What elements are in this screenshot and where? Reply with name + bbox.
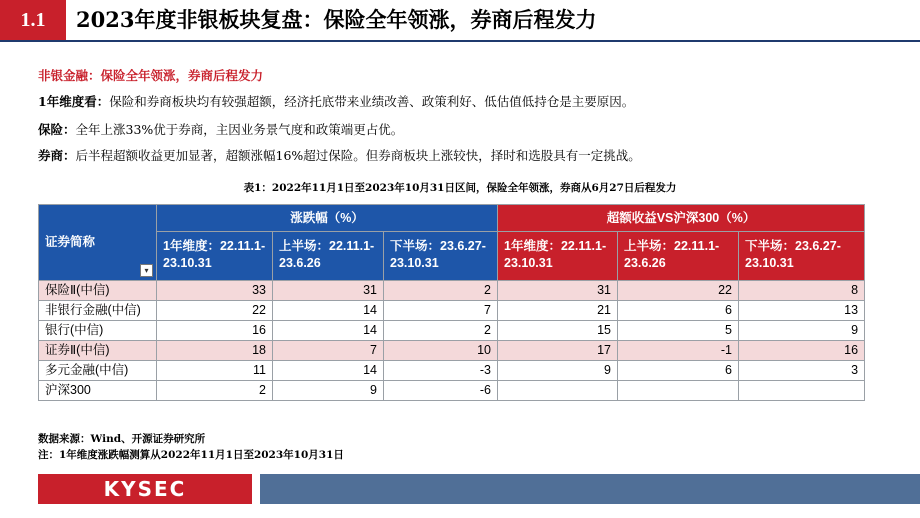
row-name: 多元金融(中信) xyxy=(39,361,157,381)
logo-text: KYSEC xyxy=(103,477,187,501)
cell-value: 9 xyxy=(739,321,865,341)
cell-value xyxy=(498,381,618,401)
column-header: 1年维度：22.11.1-23.10.31 xyxy=(157,232,273,281)
cell-value: 14 xyxy=(273,321,384,341)
paragraph-text: 保险和券商板块均有较强超额，经济托底带来业绩改善、政策利好、低估值低持仓是主要原因。 xyxy=(109,94,635,109)
cell-value: 14 xyxy=(273,361,384,381)
row-name: 非银行金融(中信) xyxy=(39,301,157,321)
slide-title: 2023年度非银板块复盘：保险全年领涨，券商后程发力 xyxy=(76,7,597,32)
cell-value: 33 xyxy=(157,281,273,301)
cell-value: 21 xyxy=(498,301,618,321)
cell-value: 2 xyxy=(157,381,273,401)
name-header-label: 证券简称 xyxy=(45,235,96,249)
cell-value: 10 xyxy=(384,341,498,361)
cell-value: 31 xyxy=(498,281,618,301)
column-header: 上半场：22.11.1-23.6.26 xyxy=(273,232,384,281)
return-group-header: 涨跌幅（%） xyxy=(157,205,498,232)
table-row xyxy=(39,361,865,381)
excess-group-header: 超额收益VS沪深300（%） xyxy=(498,205,865,232)
data-source-note: 数据来源：Wind、开源证券研究所 xyxy=(38,433,206,445)
row-name: 证券Ⅱ(中信) xyxy=(39,341,157,361)
cell-value: 31 xyxy=(273,281,384,301)
row-name: 保险Ⅱ(中信) xyxy=(39,281,157,301)
header-divider xyxy=(0,40,920,42)
cell-value: 16 xyxy=(739,341,865,361)
cell-value xyxy=(739,381,865,401)
row-name: 沪深300 xyxy=(39,381,157,401)
footer-bar xyxy=(260,474,920,504)
cell-value: 15 xyxy=(498,321,618,341)
cell-value: 17 xyxy=(498,341,618,361)
cell-value: 8 xyxy=(739,281,865,301)
table-row xyxy=(39,301,865,321)
cell-value: 2 xyxy=(384,281,498,301)
footnote: 注：1年维度涨跌幅测算从2022年11月1日至2023年10月31日 xyxy=(38,449,344,461)
cell-value: 18 xyxy=(157,341,273,361)
cell-value: 9 xyxy=(273,381,384,401)
table-row xyxy=(39,321,865,341)
cell-value xyxy=(618,381,739,401)
paragraph-label: 保险： xyxy=(38,122,76,137)
cell-value: 9 xyxy=(498,361,618,381)
cell-value: 16 xyxy=(157,321,273,341)
name-column-header[interactable] xyxy=(39,205,157,281)
cell-value: 13 xyxy=(739,301,865,321)
cell-value: 7 xyxy=(273,341,384,361)
paragraph-overview xyxy=(38,92,634,110)
filter-dropdown-icon[interactable]: ▾ xyxy=(140,264,153,277)
section-subtitle: 非银金融：保险全年领涨，券商后程发力 xyxy=(38,68,264,83)
cell-value: 14 xyxy=(273,301,384,321)
column-header: 下半场：23.6.27-23.10.31 xyxy=(739,232,865,281)
cell-value: -1 xyxy=(618,341,739,361)
cell-value: 6 xyxy=(618,361,739,381)
column-header: 1年维度：22.11.1-23.10.31 xyxy=(498,232,618,281)
performance-table xyxy=(38,204,865,401)
paragraph-insurance xyxy=(38,120,403,138)
cell-value: -3 xyxy=(384,361,498,381)
kysec-logo xyxy=(38,474,252,504)
row-name: 银行(中信) xyxy=(39,321,157,341)
cell-value: -6 xyxy=(384,381,498,401)
table-caption: 表1：2022年11月1日至2023年10月31日区间，保险全年领涨，券商从6月27日后程发力 xyxy=(243,182,677,194)
paragraph-text: 后半程超额收益更加显著，超额涨幅16%超过保险。但券商板块上涨较快，择时和选股具有一定挑战。 xyxy=(75,148,641,163)
paragraph-label: 1年维度看： xyxy=(38,94,110,109)
paragraph-text: 全年上涨33%优于券商，主因业务景气度和政策端更占优。 xyxy=(75,122,404,137)
column-header: 下半场：23.6.27-23.10.31 xyxy=(384,232,498,281)
cell-value: 5 xyxy=(618,321,739,341)
cell-value: 3 xyxy=(739,361,865,381)
table-row xyxy=(39,281,865,301)
paragraph-label: 券商： xyxy=(38,148,76,163)
cell-value: 22 xyxy=(157,301,273,321)
table-row xyxy=(39,341,865,361)
cell-value: 6 xyxy=(618,301,739,321)
cell-value: 7 xyxy=(384,301,498,321)
column-header: 上半场：22.11.1-23.6.26 xyxy=(618,232,739,281)
section-number: 1.1 xyxy=(0,0,66,40)
slide-header xyxy=(0,0,920,40)
cell-value: 22 xyxy=(618,281,739,301)
cell-value: 11 xyxy=(157,361,273,381)
table-row xyxy=(39,381,865,401)
paragraph-brokerage xyxy=(38,146,641,164)
cell-value: 2 xyxy=(384,321,498,341)
